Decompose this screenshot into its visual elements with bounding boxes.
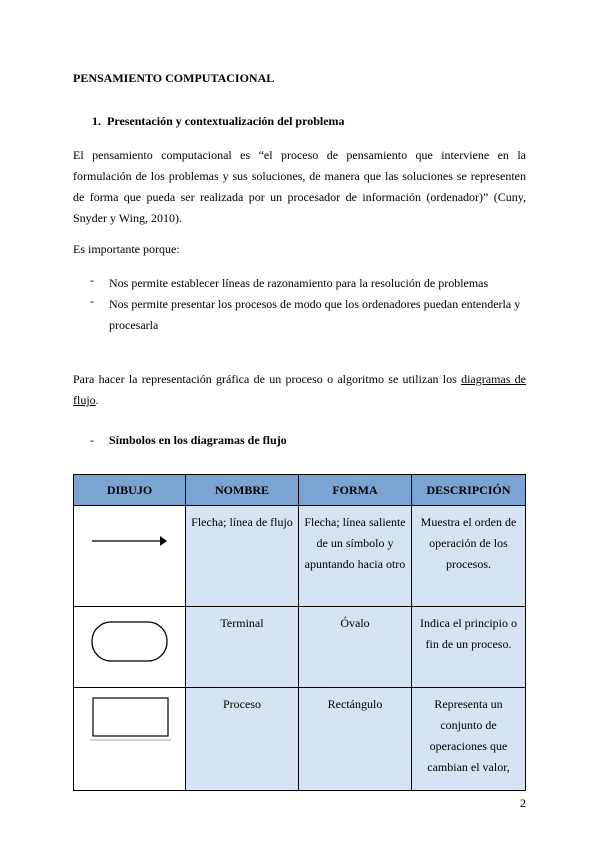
section-number: 1. (92, 114, 101, 128)
shape-text: Rectángulo (327, 697, 383, 711)
header-forma: FORMA (299, 475, 412, 506)
description-text: Representa un conjunto de operaciones que cambian el valor, (427, 697, 510, 774)
symbols-heading (90, 433, 287, 448)
oval-icon (74, 607, 185, 680)
table-row (74, 506, 526, 607)
drawing-cell (74, 688, 186, 791)
header-dibujo: DIBUJO (74, 475, 186, 506)
name-text: Terminal (220, 616, 264, 630)
shape-cell (299, 506, 412, 607)
bullet-marker: - (90, 273, 94, 287)
table-row (74, 607, 526, 688)
name-cell (186, 688, 299, 791)
bullet-marker: - (90, 294, 94, 308)
flow-paragraph-text: Para hacer la representación gráfica de un proceso o algoritmo se utilizan los (73, 372, 462, 386)
page-title: PENSAMIENTO COMPUTACIONAL (73, 71, 275, 85)
name-cell (186, 607, 299, 688)
diagramas-de-flujo-link[interactable]: diagramas de flujo (73, 372, 527, 407)
description-text: Muestra el orden de operación de los procesos. (420, 515, 517, 571)
shape-cell (299, 607, 412, 688)
name-text: Proceso (223, 697, 261, 711)
header-nombre: NOMBRE (186, 475, 299, 506)
shape-text: Flecha; línea saliente de un símbolo y apuntando hacia otro (304, 515, 406, 571)
rectangle-icon (74, 688, 185, 783)
page-number: 2 (520, 796, 526, 810)
name-cell (186, 506, 299, 607)
description-cell (412, 688, 526, 791)
bullet-item-1: Nos permite establecer líneas de razonamiento para la resolución de problemas (109, 276, 489, 290)
bullet-item-2: Nos permite presentar los procesos de modo que los ordenadores puedan entenderla y procesarla (109, 297, 521, 332)
symbols-table (73, 474, 526, 791)
header-descripcion: DESCRIPCIÓN (412, 475, 526, 506)
table-row (74, 688, 526, 791)
description-cell (412, 607, 526, 688)
flow-paragraph (73, 369, 526, 411)
drawing-cell (74, 506, 186, 607)
shape-text: Óvalo (340, 616, 370, 630)
arrow-icon (74, 506, 185, 599)
bullet-marker: - (90, 433, 94, 447)
symbols-heading-text: Símbolos en los diagramas de flujo (109, 433, 287, 447)
intro-paragraph: El pensamiento computacional es “el proceso de pensamiento que interviene en la formulación de los problemas y sus soluciones, de manera que las soluciones se representen de forma que pueda ser realizada por un procesador de información (ordenador)” (Cuny, Snyder y Wing, 2010). (73, 148, 526, 225)
importance-label: Es importante porque: (73, 242, 180, 256)
table-header-row (74, 475, 526, 506)
drawing-cell (74, 607, 186, 688)
section-heading (92, 114, 345, 129)
section-title: Presentación y contextualización del problema (107, 114, 345, 128)
description-cell (412, 506, 526, 607)
shape-cell (299, 688, 412, 791)
description-text: Indica el principio o fin de un proceso. (420, 616, 517, 651)
flow-paragraph-end: . (95, 393, 99, 407)
name-text: Flecha; línea de flujo (191, 515, 293, 529)
